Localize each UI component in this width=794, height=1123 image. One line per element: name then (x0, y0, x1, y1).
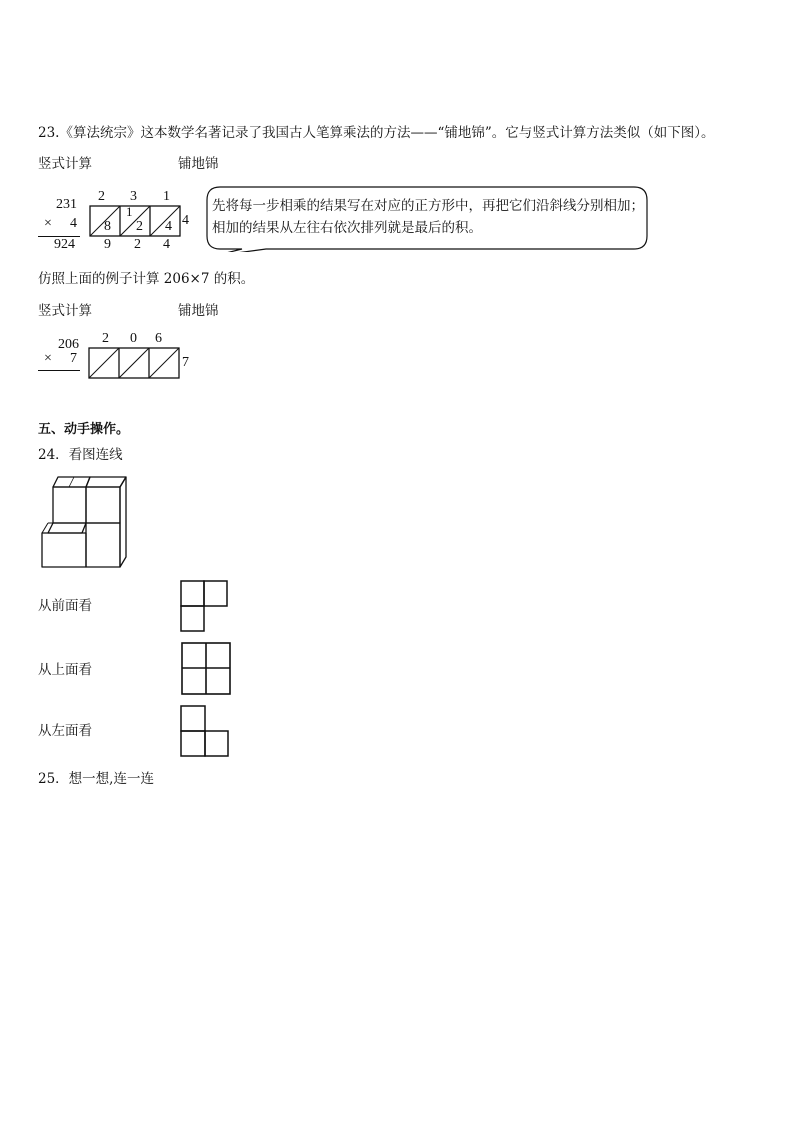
q23-label-pudijin-2: 铺地锦 (178, 303, 219, 319)
example-bottom-digit: 4 (163, 237, 170, 252)
q25-title: 25．想一想,连一连 (38, 771, 154, 787)
view-label-top[interactable]: 从上面看 (38, 662, 92, 678)
top-view-shape[interactable] (180, 641, 232, 697)
practice-times-sign: × (44, 351, 52, 366)
example-cell-lower: 4 (165, 219, 172, 234)
example-cell-lower: 2 (136, 219, 143, 234)
practice-multiplier: 7 (70, 351, 77, 366)
example-top-digit: 2 (98, 189, 105, 204)
q23-label-vertical-2: 竖式计算 (38, 303, 92, 319)
view-label-left[interactable]: 从左面看 (38, 723, 92, 739)
q24-title: 24．看图连线 (38, 447, 123, 463)
example-top-digit: 1 (163, 189, 170, 204)
front-view-shape[interactable] (179, 580, 229, 634)
view-label-front[interactable]: 从前面看 (38, 598, 92, 614)
cube-stack-figure (38, 475, 130, 571)
example-side-digit: 4 (182, 213, 189, 228)
example-top-digit: 3 (130, 189, 137, 204)
q23-task: 仿照上面的例子计算 206×7 的积。 (38, 271, 255, 287)
example-multiplicand: 231 (56, 197, 77, 212)
q23-label-pudijin: 铺地锦 (178, 156, 219, 172)
section5-title: 五、动手操作。 (38, 422, 130, 437)
practice-top-digit: 6 (155, 331, 162, 346)
left-view-shape[interactable] (179, 705, 231, 759)
example-times-sign: × (44, 216, 52, 231)
explanation-text: 先将每一步相乘的结果写在对应的正方形中，再把它们沿斜线分别相加；相加的结果从左往右依次排列就是最后的积。 (212, 198, 644, 236)
practice-lattice-grid[interactable] (88, 347, 182, 379)
example-cell-upper: 1 (126, 204, 133, 219)
example-multiplier: 4 (70, 216, 77, 231)
q23-title: 23.《算法统宗》这本数学名著记录了我国古人笔算乘法的方法——“铺地锦”。它与竖式计算方法类似（如下图）。 (38, 125, 715, 141)
example-product: 924 (54, 237, 75, 252)
q23-label-vertical: 竖式计算 (38, 156, 92, 172)
practice-top-digit: 0 (130, 331, 137, 346)
practice-multiplicand: 206 (58, 337, 79, 352)
example-bottom-digit: 2 (134, 237, 141, 252)
example-cell-lower: 8 (104, 219, 111, 234)
practice-top-digit: 2 (102, 331, 109, 346)
practice-result-line[interactable] (38, 370, 80, 371)
example-bottom-digit: 9 (104, 237, 111, 252)
practice-side-digit: 7 (182, 355, 189, 370)
